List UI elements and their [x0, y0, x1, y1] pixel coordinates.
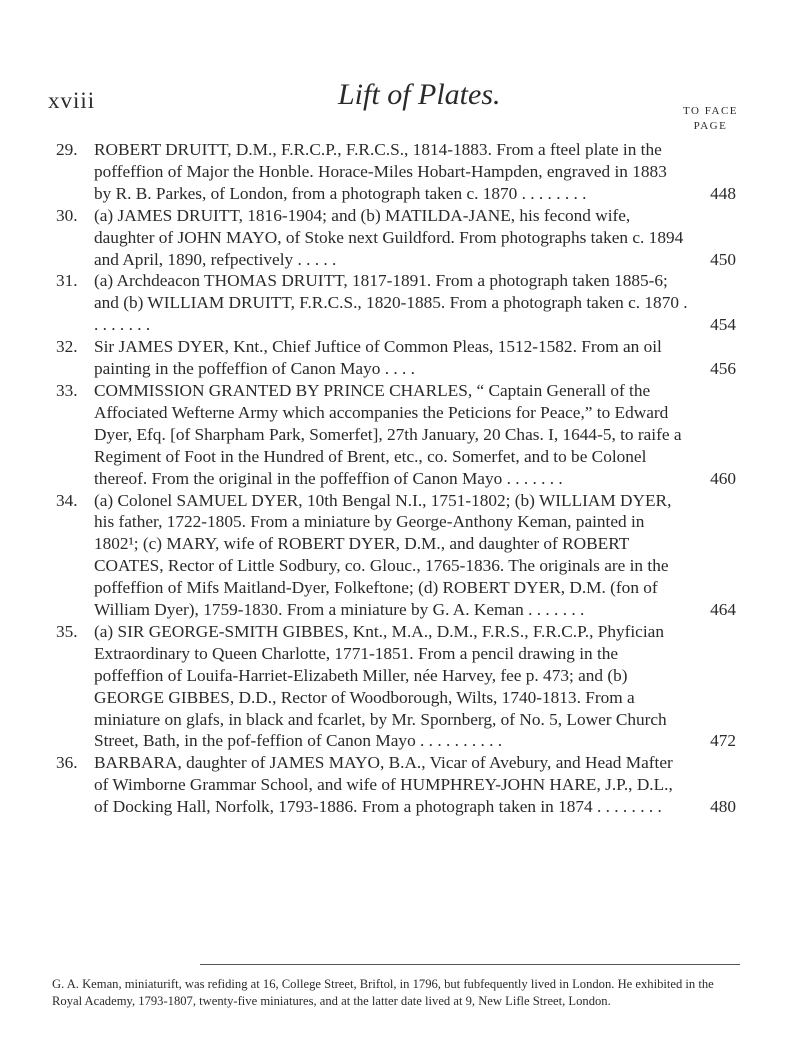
plate-entry [56, 270, 736, 336]
page-header [48, 70, 738, 132]
entry-text: Sir JAMES DYER, Knt., Chief Juftice of Common Pleas, 1512-1582. From an oil painting in the poffeffion of Canon Mayo . . . . [94, 337, 662, 379]
plate-entry [56, 139, 736, 205]
page-title: Lift of Plates. [338, 78, 501, 111]
entry-page: 480 [710, 797, 736, 817]
entry-number: 33. [56, 380, 78, 400]
to-face-label [683, 104, 738, 134]
plate-list [56, 139, 736, 818]
page-number: xviii [48, 88, 96, 113]
entry-text: (a) Archdeacon THOMAS DRUITT, 1817-1891. From a photograph taken 1885-6; and (b) WILLIAM DRUITT, F.R.C.S., 1820-1885. From a photograph taken c. 1870 . . . . . . . . [94, 271, 688, 335]
entry-number: 32. [56, 337, 78, 357]
entry-page: 456 [710, 359, 736, 379]
entry-page: 454 [710, 315, 736, 335]
entry-text: COMMISSION GRANTED BY PRINCE CHARLES, “ Captain Generall of the Affociated Wefterne Army which accompanies the Peticions for Peace,” to Edward Dyer, Efq. [of Sharpham Park, Somerfet], 27th January, 20 Chas. I, 1644-5, to raife a Regiment of Foot in the Hundred of Brent, etc., co. Somerfet, and to be Colonel thereof. From the original in the poffeffion of Canon Mayo . . . . . . . [94, 380, 682, 488]
entry-page: 464 [710, 600, 736, 620]
to-face-text: TO FACE [682, 105, 738, 117]
entry-text: (a) JAMES DRUITT, 1816-1904; and (b) MATILDA-JANE, his fecond wife, daughter of JOHN MAYO, of Stoke next Guildford. From photographs taken c. 1894 and April, 1890, refpectively . . . . . [94, 205, 684, 269]
entry-number: 36. [56, 753, 78, 773]
plate-entry [56, 380, 736, 490]
entry-page: 448 [710, 183, 736, 203]
entry-page: 460 [710, 468, 736, 488]
plate-entry [56, 205, 736, 271]
entry-number: 31. [56, 271, 78, 291]
plate-entry [56, 621, 736, 752]
entry-number: 35. [56, 621, 78, 641]
entry-number: 30. [56, 205, 78, 225]
entry-text: (a) Colonel SAMUEL DYER, 10th Bengal N.I., 1751-1802; (b) WILLIAM DYER, his father, 1722-1805. From a miniature by George-Anthony Keman, painted in 1802¹; (c) MARY, wife of ROBERT DYER, D.M., and daughter of ROBERT COATES, Rector of Little Sodbury, co. Glouc., 1765-1836. The originals are in the poffeffion of Mifs Maitland-Dyer, Folkeftone; (d) ROBERT DYER, D.M. (fon of William Dyer), 1759-1830. From a miniature by G. A. Keman . . . . . . . [94, 490, 672, 620]
entry-text: BARBARA, daughter of JAMES MAYO, B.A., Vicar of Avebury, and Head Mafter of Wimborne Grammar School, and wife of HUMPHREY-JOHN HARE, J.P., D.L., of Docking Hall, Norfolk, 1793-1886. From a photograph taken in 1874 . . . . . . . . [94, 753, 673, 817]
footnote-divider [200, 964, 740, 965]
page-label: PAGE [693, 120, 728, 132]
entry-page: 472 [710, 731, 736, 751]
plate-entry [56, 336, 736, 380]
entry-text: ROBERT DRUITT, D.M., F.R.C.P., F.R.C.S., 1814-1883. From a fteel plate in the poffeffion of Major the Honble. Horace-Miles Hobart-Hampden, engraved in 1883 by R. B. Parkes, of London, from a photograph taken c. 1870 . . . . . . . . [94, 140, 667, 203]
entry-number: 34. [56, 490, 78, 510]
entry-number: 29. [56, 140, 78, 159]
footnote: G. A. Keman, miniaturift, was refiding at 16, College Street, Briftol, in 1796, but fubfequently lived in London. He exhibited in the Royal Academy, 1793-1807, twenty-five miniatures, and at the latter date lived at 9, New Lifle Street, London. [52, 977, 714, 1008]
plate-entry [56, 490, 736, 621]
entry-text: (a) SIR GEORGE-SMITH GIBBES, Knt., M.A., D.M., F.R.S., F.R.C.P., Phyfician Extraordinary to Queen Charlotte, 1771-1851. From a pencil drawing in the poffeffion of Louifa-Harriet-Elizabeth Miller, née Harvey, fee p. 473; and (b) GEORGE GIBBES, D.D., Rector of Woodborough, Wilts, 1740-1813. From a miniature on glafs, in black and fcarlet, by Mr. Spornberg, of No. 5, Lower Church Street, Bath, in the pof-feffion of Canon Mayo . . . . . . . . . . [94, 621, 667, 751]
plate-entry [56, 752, 736, 818]
entry-page: 450 [710, 249, 736, 269]
